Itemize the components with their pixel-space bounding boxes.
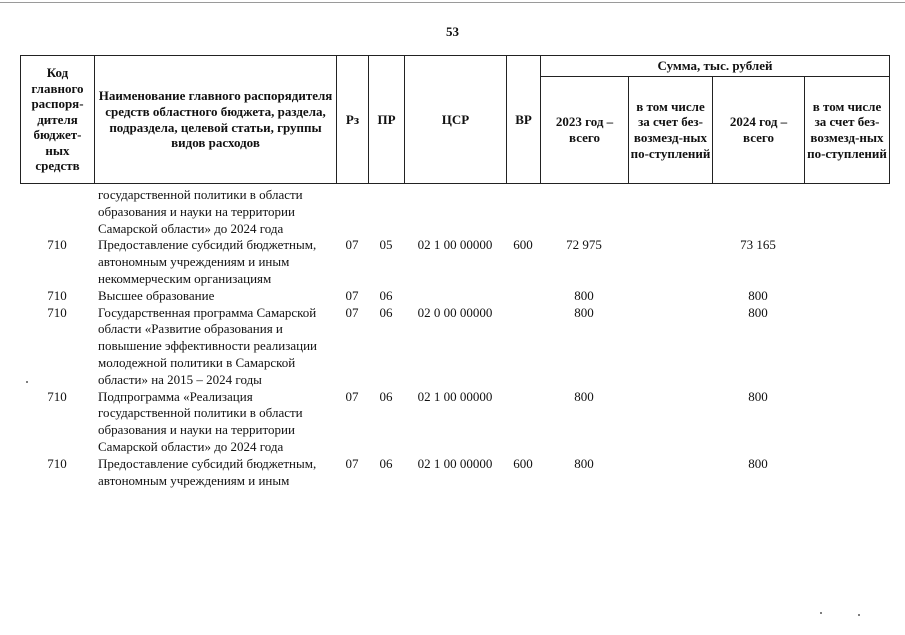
header-name: Наименование главного распорядителя средств областного бюджета, раздела, подраздела, целевой статьи, группы видов расходов xyxy=(95,56,337,184)
row-name: Высшее образование xyxy=(98,287,215,303)
row-sum-2024: 800 xyxy=(748,304,768,320)
table-body xyxy=(20,187,889,489)
table-row xyxy=(20,456,889,490)
header-code: Код главного распоря-дителя бюджет-ных средств xyxy=(21,56,95,184)
row-sum-2024: 800 xyxy=(748,287,768,303)
header-csr: ЦСР xyxy=(405,56,507,184)
row-name: Подпрограмма «Реализация государственной политики в области образования и науки на территории Самарской области» до 2024 года xyxy=(98,388,303,454)
header-incl-2023: в том числе за счет без-возмезд-ных по-ступлений xyxy=(629,77,713,184)
row-pr: 06 xyxy=(379,388,393,404)
header-total-2023: 2023 год – всего xyxy=(541,77,629,184)
table-row xyxy=(20,305,889,389)
row-pr: 06 xyxy=(379,287,393,303)
scan-speck xyxy=(820,612,822,614)
row-csr: 02 1 00 00000 xyxy=(417,455,493,471)
row-csr: 02 0 00 00000 xyxy=(417,304,493,320)
row-sum-2023: 72 975 xyxy=(566,237,602,253)
header-rz: Рз xyxy=(337,56,369,184)
row-sum-2023: 800 xyxy=(574,287,594,303)
row-vr: 600 xyxy=(513,237,533,253)
row-code: 710 xyxy=(47,237,67,253)
row-sum-2023: 800 xyxy=(574,388,594,404)
row-name: государственной политики в области образования и науки на территории Самарской области» до 2024 года xyxy=(98,187,303,236)
top-rule xyxy=(0,2,905,3)
page-number: 53 xyxy=(446,24,459,39)
row-csr: 02 1 00 00000 xyxy=(417,237,493,253)
table-row xyxy=(20,187,889,237)
scan-speck xyxy=(858,614,860,616)
table-header xyxy=(20,55,890,184)
row-name: Предоставление субсидий бюджетным, автономным учреждениям и иным xyxy=(98,455,317,488)
row-csr: 02 1 00 00000 xyxy=(417,388,493,404)
header-total-2024: 2024 год – всего xyxy=(713,77,805,184)
row-pr: 06 xyxy=(379,455,393,471)
row-vr: 600 xyxy=(513,455,533,471)
row-rz: 07 xyxy=(345,304,359,320)
header-sum-group: Сумма, тыс. рублей xyxy=(541,56,890,77)
row-sum-2024: 800 xyxy=(748,388,768,404)
row-sum-2024: 800 xyxy=(748,455,768,471)
row-rz: 07 xyxy=(345,287,359,303)
header-vr: ВР xyxy=(507,56,541,184)
scan-speck xyxy=(26,381,28,383)
row-name: Государственная программа Самарской области «Развитие образования и повышение эффективности реализации молодежной политики в Самарской области» на 2015 – 2024 годы xyxy=(98,304,317,387)
table-row xyxy=(20,389,889,456)
row-sum-2023: 800 xyxy=(574,304,594,320)
row-sum-2023: 800 xyxy=(574,455,594,471)
row-pr: 05 xyxy=(379,237,393,253)
row-code: 710 xyxy=(47,287,67,303)
row-code: 710 xyxy=(47,304,67,320)
header-pr: ПР xyxy=(369,56,405,184)
table-row xyxy=(20,237,889,287)
row-code: 710 xyxy=(47,388,67,404)
row-rz: 07 xyxy=(345,388,359,404)
row-code: 710 xyxy=(47,455,67,471)
table-row xyxy=(20,288,889,305)
row-rz: 07 xyxy=(345,237,359,253)
row-pr: 06 xyxy=(379,304,393,320)
row-rz: 07 xyxy=(345,455,359,471)
row-sum-2024: 73 165 xyxy=(740,237,776,253)
row-name: Предоставление субсидий бюджетным, автономным учреждениям и иным некоммерческим организациям xyxy=(98,237,317,286)
header-incl-2024: в том числе за счет без-возмезд-ных по-ступлений xyxy=(805,77,890,184)
